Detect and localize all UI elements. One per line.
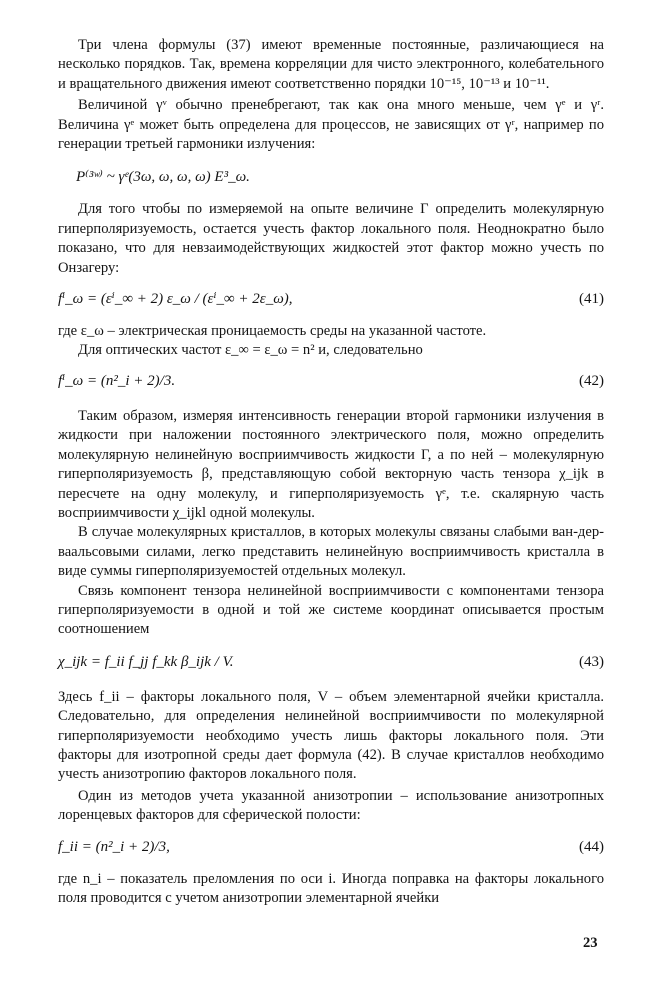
- equation-third-harmonic-text: P⁽³ʷ⁾ ~ γᵉ(3ω, ω, ω, ω) E³_ω.: [76, 168, 250, 185]
- paragraph-epsilon-definition: где ε_ω – электрическая проницаемость среды на указанной частоте.: [58, 323, 487, 340]
- paragraph-molecular-crystals: В случае молекулярных кристаллов, в которых молекулы связаны слабыми ван-дер-ваальсовыми силами, легко представить нелинейную восприимчивость кристалла в виде суммы гиперполяризуемостей отдельных молекул.: [58, 524, 604, 580]
- equation-42-number: (42): [579, 373, 604, 390]
- paragraph-local-field-factors: Здесь f_ii – факторы локального поля, V – объем элементарной ячейки кристалла. Следовательно, для определения нелинейной восприимчивости по молекулярной гиперполяризуемости необходимо учесть лишь факторы локального поля. Эти факторы для изотропной среды дает формула (42). В случае кристаллов необходимо учесть анизотропию факторов локального поля.: [58, 688, 604, 783]
- equation-43-text: χ_ijk = f_ii f_jj f_kk β_ijk / V.: [58, 654, 234, 671]
- equation-44-text: f_ii = (n²_i + 2)/3,: [58, 838, 170, 855]
- equation-41-text: fⁱ_ω = (εⁱ_∞ + 2) ε_ω / (εⁱ_∞ + 2ε_ω),: [58, 291, 293, 308]
- equation-41-number: (41): [579, 291, 604, 308]
- page-number: 23: [583, 935, 598, 951]
- equation-third-harmonic: [58, 154, 604, 200]
- equation-42: [58, 361, 604, 403]
- equation-44-number: (44): [579, 838, 604, 855]
- paragraph-time-constants: Три члена формулы (37) имеют временные постоянные, различающиеся на несколько порядков. Так, времена корреляции для чисто электронного, колебательного и вращательного движения имеют соответственно порядки 10⁻¹⁵, 10⁻¹³ и 10⁻¹¹.: [58, 37, 604, 92]
- paragraph-local-field: Для того чтобы по измеряемой на опыте величине Γ определить молекулярную гиперполяризуемость, остается учесть фактор локального поля. Неоднократно было показано, что для невзаимодействующих жидкостей этот фактор можно учесть по Онзагеру:: [58, 201, 604, 276]
- paragraph-refractive-index: где n_i – показатель преломления по оси i. Иногда поправка на факторы локального поля проводится с учетом анизотропии элементарной ячейки: [58, 870, 604, 906]
- equation-43-number: (43): [579, 654, 604, 671]
- text-column: [58, 36, 604, 908]
- paragraph-optical-frequencies: Для оптических частот ε_∞ = ε_ω = n² и, следовательно: [78, 342, 423, 359]
- equation-42-text: fⁱ_ω = (n²_i + 2)/3.: [58, 373, 176, 390]
- equation-43: [58, 640, 604, 686]
- paragraph-anisotropy-method: Один из методов учета указанной анизотропии – использование анизотропных лоренцевых факторов для сферической полости:: [58, 787, 604, 824]
- paragraph-gamma-v: Величиной γᵛ обычно пренебрегают, так как она много меньше, чем γᵉ и γʳ. Величина γᵉ может быть определена для процессов, не зависящих от γʳ, например по генерации третьей гармоники излучения:: [58, 97, 604, 153]
- paragraph-second-harmonic: Таким образом, измеряя интенсивность генерации второй гармоники излучения в жидкости при наложении постоянного электрического поля, можно определить молекулярную нелинейную восприимчивость жидкости Γ, а по ней – молекулярную гиперполяризуемость β, представляющую собой векторную часть тензора χ_ijk в пересчете на одну молекулу, и гиперполяризуемость γᵉ, т.е. скалярную часть восприимчивости χ_ijkl одной молекулы.: [58, 407, 604, 521]
- equation-41: [58, 278, 604, 322]
- equation-44: [58, 826, 604, 870]
- paragraph-tensor-relation: Связь компонент тензора нелинейной восприимчивости с компонентами тензора гиперполяризуемости в одной и той же системе координат описывается простым соотношением: [58, 582, 604, 638]
